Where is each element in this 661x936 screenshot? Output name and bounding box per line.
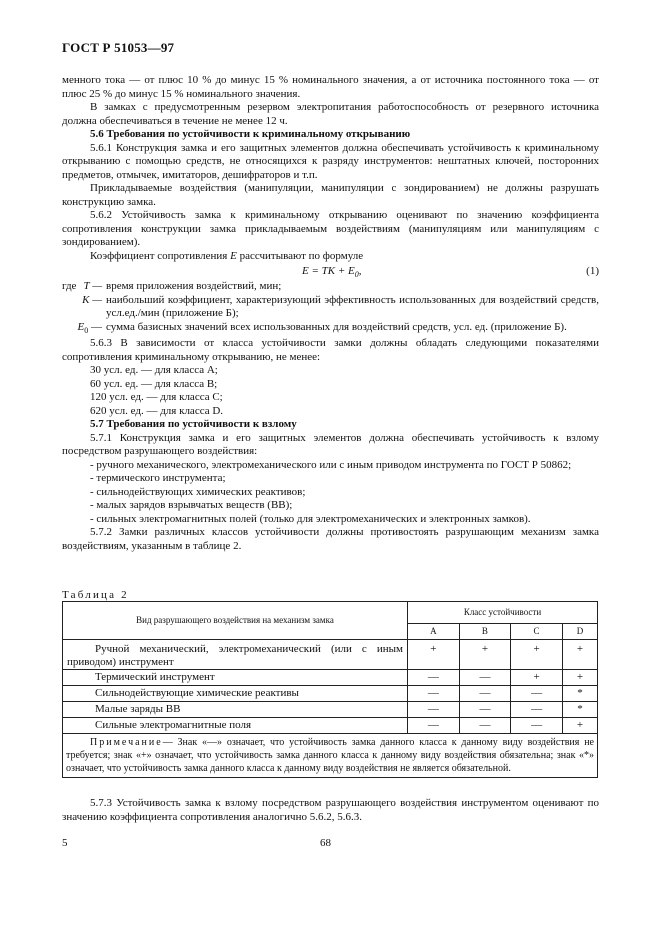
table-row bbox=[63, 686, 598, 702]
table-cell-mark: + bbox=[511, 670, 563, 686]
list-item: 30 усл. ед. — для класса А; bbox=[90, 364, 218, 377]
table-header-impact: Вид разрушающего воздействия на механизм замка bbox=[63, 602, 408, 640]
formula-number: (1) bbox=[586, 265, 599, 277]
paragraph: В замках с предусмотренным резервом электропитания работоспособность от резервного источника должна обеспечиваться в течение не менее 12 ч. bbox=[62, 101, 599, 127]
table-cell-mark: — bbox=[408, 702, 460, 718]
paragraph: 5.7.1 Конструкция замка и его защитных элементов должна обеспечивать устойчивость к взлому посредством разрушающего воздействия: bbox=[62, 431, 599, 458]
table-cell-mark: + bbox=[511, 640, 563, 670]
footer-left: 5 bbox=[62, 837, 68, 849]
paragraph: менного тока — от плюс 10 % до минус 15 % номинального значения, а от источника постоянного тока — от плюс 25 % до минус 15 % номинального значения. bbox=[62, 74, 599, 100]
table-cell-mark: — bbox=[408, 718, 460, 734]
variable: E bbox=[230, 249, 237, 262]
table-cell-mark: * bbox=[562, 702, 597, 718]
definition-symbol bbox=[78, 280, 106, 294]
table-cell-mark: + bbox=[562, 640, 597, 670]
paragraph bbox=[62, 250, 599, 264]
paragraph: 5.7.3 Устойчивость замка к взлому посредством разрушающего воздействия инструментом оценивают по значению коэффициента сопротивления аналогично 5.6.2, 5.6.3. bbox=[62, 797, 599, 823]
table-header-class-b: В bbox=[459, 624, 511, 640]
table-row bbox=[63, 640, 598, 670]
paragraph: 5.6.2 Устойчивость замка к криминальному открыванию оценивают по значению коэффициента сопротивления конструкции замка прикладываемым воздействиям (манипуляциям или манипуляциям с зондированием). bbox=[62, 209, 599, 248]
definition-symbol bbox=[62, 321, 106, 338]
formula-expression bbox=[302, 265, 362, 282]
list-item: - ручного механического, электромеханического или с иным приводом инструмента по ГОСТ Р 50862; bbox=[90, 458, 572, 471]
table-cell-name: Сильнодействующие химические реактивы bbox=[63, 686, 408, 702]
paragraph: 5.6.3 В зависимости от класса устойчивости замки должны обладать следующими показателями сопротивления криминальному открыванию, не менее: bbox=[62, 337, 599, 363]
table-cell-name: Сильные электромагнитные поля bbox=[63, 718, 408, 734]
list-item: 120 усл. ед. — для класса С; bbox=[90, 391, 223, 404]
table-cell-mark: — bbox=[459, 702, 511, 718]
definition-E0 bbox=[62, 321, 599, 338]
note-text: — Знак «—» означает, что устойчивость замка данного класса к данному виду воздействия не требуется; знак «+» означает, что устойчивость замка данного класса к данному виду воздействия обязательна; знак «*» означает, что устойчивость замка данного класса к данному виду воздействия не является обязательной. bbox=[66, 737, 594, 774]
text-fragment: Коэффициент сопротивления bbox=[90, 249, 231, 262]
table-cell-name: Малые заряды ВВ bbox=[63, 702, 408, 718]
table-cell-mark: — bbox=[408, 670, 460, 686]
list-item: 60 усл. ед. — для класса В; bbox=[90, 377, 218, 390]
table-row bbox=[63, 702, 598, 718]
definition-text: наибольший коэффициент, характеризующий эффективность использованных для воздействий средств, усл.ед./мин (приложение Б); bbox=[106, 293, 599, 319]
definition-symbol bbox=[62, 294, 106, 321]
table-cell-mark: — bbox=[511, 686, 563, 702]
table-cell-mark: + bbox=[459, 640, 511, 670]
section-heading: 5.7 Требования по устойчивости к взлому bbox=[90, 418, 297, 431]
symbol-dash: — bbox=[88, 320, 102, 333]
table-caption: Таблица 2 bbox=[62, 589, 129, 601]
table-cell-mark: — bbox=[511, 702, 563, 718]
list-item: - малых зарядов взрывчатых веществ (ВВ); bbox=[90, 499, 293, 512]
document-body bbox=[62, 74, 599, 553]
definition-K bbox=[62, 294, 599, 321]
definition-text: сумма базисных значений всех использованных для воздействий средств, усл. ед. (приложение Б). bbox=[106, 320, 567, 333]
table-note bbox=[63, 734, 598, 778]
table-header-class-a: А bbox=[408, 624, 460, 640]
table-cell-name: Термический инструмент bbox=[63, 670, 408, 686]
symbol: T — bbox=[83, 280, 102, 292]
table-cell-name: Ручной механический, электромеханический (или с иным приводом) инструмент bbox=[63, 640, 408, 670]
list-item: 620 усл. ед. — для класса D. bbox=[90, 404, 224, 417]
symbol: E bbox=[77, 320, 85, 333]
table-note-row bbox=[63, 734, 598, 778]
paragraph: 5.7.2 Замки различных классов устойчивости должны противостоять разрушающим механизм замка воздействиям, указанным в таблице 2. bbox=[62, 526, 599, 552]
document-header: ГОСТ Р 51053—97 bbox=[62, 40, 175, 55]
list-item: - сильнодействующих химических реактивов; bbox=[90, 485, 306, 498]
table-row bbox=[63, 670, 598, 686]
list-item: - термического инструмента; bbox=[90, 472, 226, 485]
table-cell-mark: — bbox=[408, 686, 460, 702]
formula-body: E = TK + E bbox=[302, 265, 355, 277]
page-number: 68 bbox=[320, 837, 331, 849]
table-cell-mark: + bbox=[562, 718, 597, 734]
list-item: - сильных электромагнитных полей (только для электромеханических и электронных замков). bbox=[90, 512, 531, 525]
where-label: где bbox=[62, 280, 77, 292]
table-header-class-d: D bbox=[562, 624, 597, 640]
formula-subscript: 0 bbox=[354, 270, 359, 280]
table-header-class: Класс устойчивости bbox=[408, 602, 598, 624]
table-cell-mark: + bbox=[408, 640, 460, 670]
table-row bbox=[63, 718, 598, 734]
table-header-class-c: С bbox=[511, 624, 563, 640]
definition-T bbox=[62, 280, 599, 294]
symbol: K — bbox=[82, 293, 102, 306]
definition-text: время приложения воздействий, мин; bbox=[106, 280, 282, 292]
paragraph: 5.6.1 Конструкция замка и его защитных элементов должна обеспечивать устойчивость к криминальному открыванию с помощью средств, не относящихся к разряду инструментов: нештатных ключей, посторонних предметов, отмычек, имитаторов, дешифраторов и т.п. bbox=[62, 141, 599, 181]
paragraph: Прикладываемые воздействия (манипуляции, манипуляции с зондированием) не должны разрушать конструкцию замка. bbox=[62, 182, 599, 208]
table-cell-mark: — bbox=[459, 670, 511, 686]
table-cell-mark: + bbox=[562, 670, 597, 686]
table-cell-mark: — bbox=[511, 718, 563, 734]
table-cell-mark: — bbox=[459, 686, 511, 702]
symbol-subscript: 0 bbox=[84, 325, 89, 335]
table-cell-mark: * bbox=[562, 686, 597, 702]
table-cell-mark: — bbox=[459, 718, 511, 734]
formula-tail: , bbox=[358, 265, 362, 277]
note-label: Примечание bbox=[90, 737, 163, 748]
section-heading: 5.6 Требования по устойчивости к криминальному открыванию bbox=[90, 128, 411, 140]
formula bbox=[62, 264, 599, 280]
text-fragment: рассчитывают по формуле bbox=[236, 249, 364, 262]
resistance-table bbox=[62, 601, 598, 778]
document-body-after-table bbox=[62, 797, 599, 824]
